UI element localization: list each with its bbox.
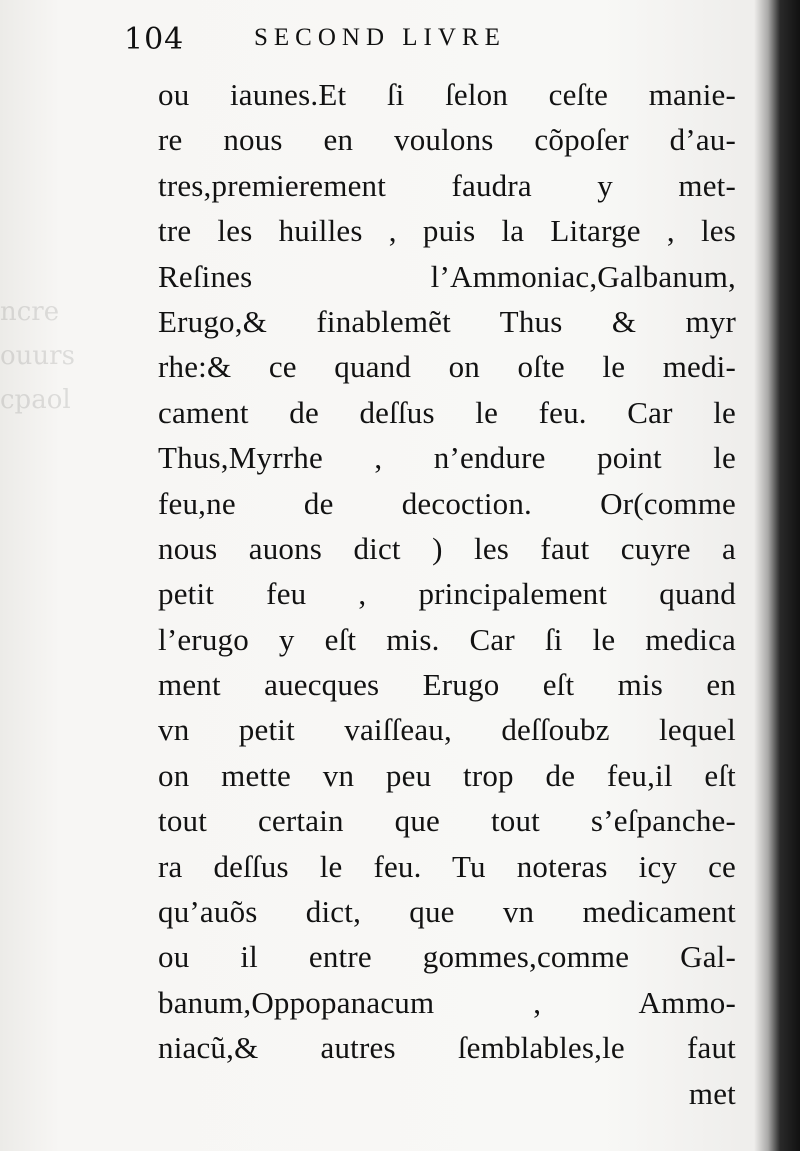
text-line: qu’auõs dict, que vn medicament (158, 894, 736, 930)
text-line: l’erugo y eſt mis. Car ſi le medica (158, 621, 736, 657)
text-line: nous auons dict ) les faut cuyre a (158, 530, 736, 566)
bleed-through-reverse: ncre ouurs cpaol (0, 297, 75, 415)
running-title: SECOND LIVRE (254, 24, 506, 51)
text-line: ra deſſus le feu. Tu noteras icy ce (158, 848, 736, 884)
text-line: ou il entre gommes,comme Gal- (158, 939, 736, 975)
page-number: 104 (124, 22, 185, 57)
text-line: petit feu , principalement quand (158, 576, 736, 612)
text-line: niacũ,& autres ſemblables,le faut (158, 1030, 736, 1066)
body-text (158, 72, 736, 1116)
text-line: tre les huilles , puis la Litarge , les (158, 213, 736, 249)
text-line: Erugo,& finablemẽt Thus & myr (158, 303, 736, 339)
text-line: feu,ne de decoction. Or(comme (158, 485, 736, 521)
text-line: tout certain que tout s’eſpanche- (158, 803, 736, 839)
text-line: ou iaunes.Et ſi ſelon ceſte manie- (158, 77, 736, 112)
text-line: cament de deſſus le feu. Car le (158, 394, 736, 430)
text-line: vn petit vaiſſeau, deſſoubz lequel (158, 712, 736, 748)
running-head (124, 22, 684, 66)
text-line: rhe:& ce quand on oſte le medi- (158, 349, 736, 385)
text-line: Thus,Myrrhe , n’endure point le (158, 440, 736, 476)
text-line: on mette vn peu trop de feu,il eſt (158, 757, 736, 793)
catchword: met (688, 1075, 736, 1111)
binding-shadow (754, 0, 800, 1151)
text-line: ment auecques Erugo eſt mis en (158, 667, 736, 703)
text-line: banum,Oppopanacum , Ammo- (158, 984, 736, 1020)
text-line: Reſines l’Ammoniac,Galbanum, (158, 258, 736, 294)
text-line: re nous en voulons cõpoſer d’au- (158, 122, 736, 158)
text-line: tres,premierement faudra y met- (158, 167, 736, 203)
